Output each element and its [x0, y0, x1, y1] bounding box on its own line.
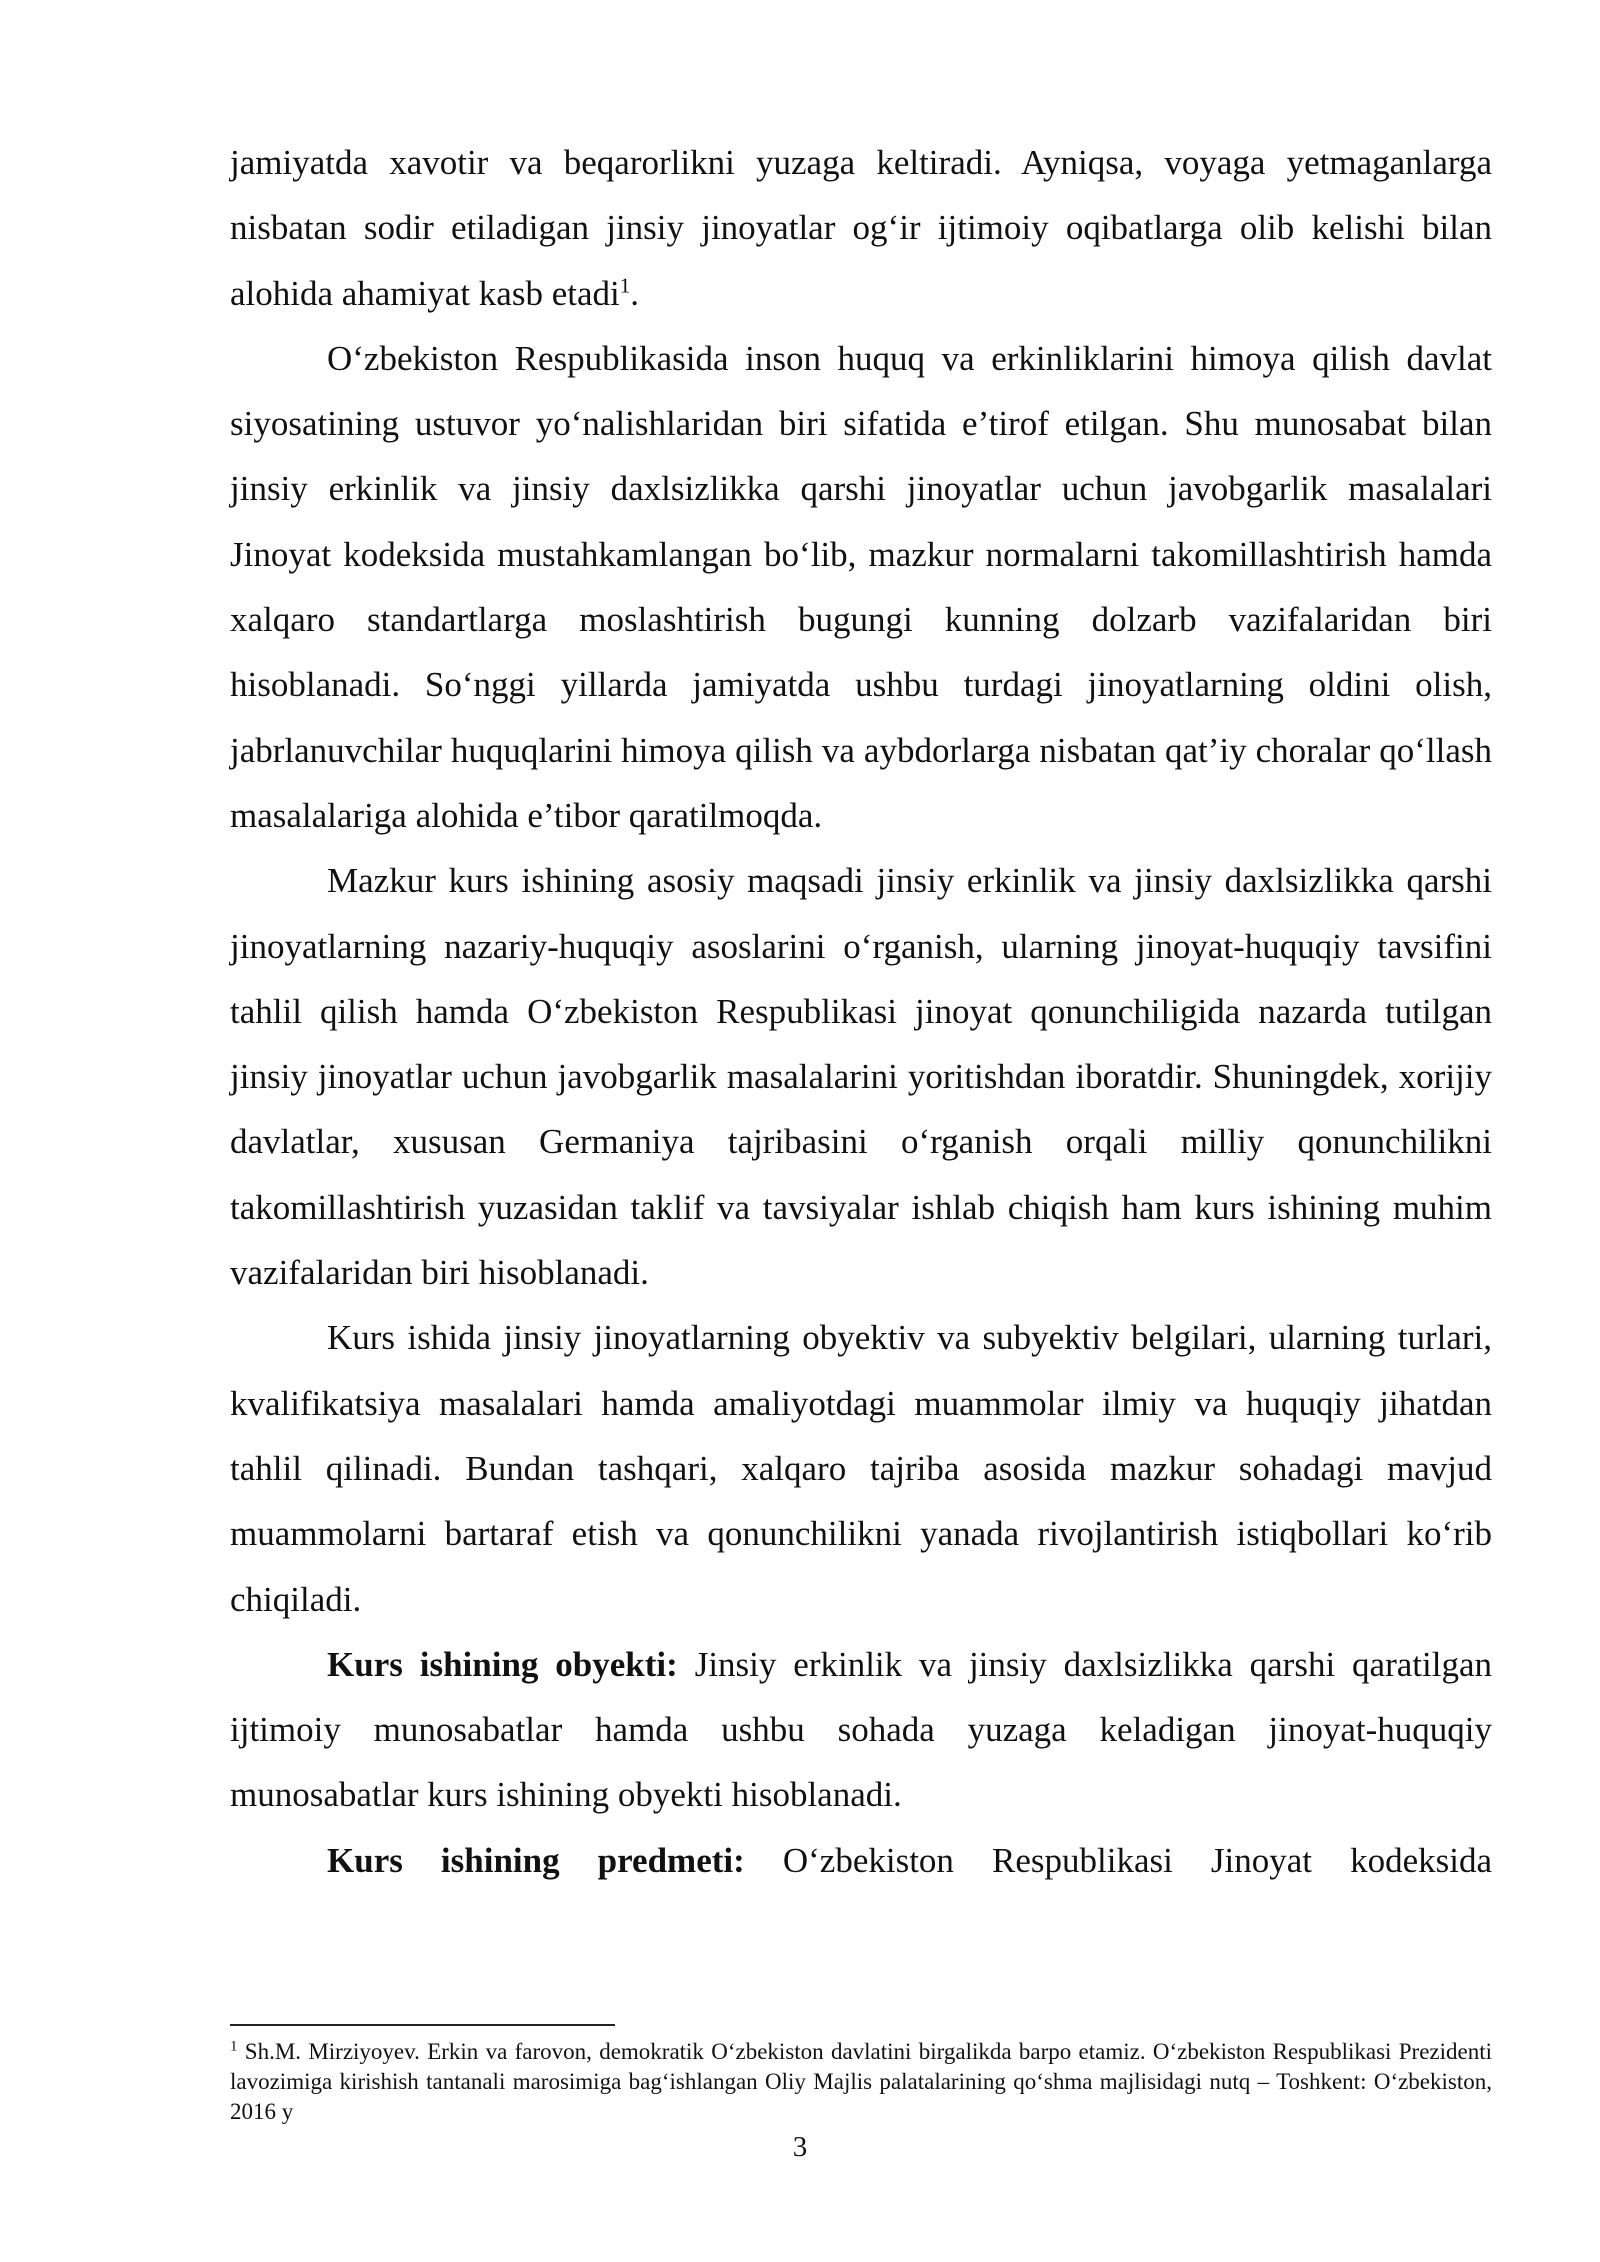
document-body: [230, 130, 1492, 1893]
paragraph-subject: [230, 1828, 1492, 1893]
paragraph-1: [230, 130, 1492, 326]
footnote-separator: [230, 2024, 615, 2026]
page-number: 3: [792, 2131, 808, 2163]
paragraph-3: Mazkur kurs ishining asosiy maqsadi jinsiy erkinlik va jinsiy daxlsizlikka qarshi jinoyatlarning nazariy-huquqiy asoslarini o‘rganish, ularning jinoyat-huquqiy tavsifini tahlil qilish hamda O‘zbekiston Respublikasi jinoyat qonunchiligida nazarda tutilgan jinsiy jinoyatlar uchun javobgarlik masalalarini yoritishdan iboratdir. Shuningdek, xorijiy davlatlar, xususan Germaniya tajribasini o‘rganish orqali milliy qonunchilikni takomillashtirish yuzasidan taklif va tavsiyalar ishlab chiqish ham kurs ishining muhim vazifalaridan biri hisoblanadi.: [230, 861, 1492, 1293]
subject-text: O‘zbekiston Respublikasi Jinoyat kodeksida: [782, 1840, 1492, 1880]
paragraph-2: O‘zbekiston Respublikasida inson huquq va erkinliklarini himoya qilish davlat siyosatining ustuvor yo‘nalishlaridan biri sifatida e’tirof etilgan. Shu munosabat bilan jinsiy erkinlik va jinsiy daxlsizlikka qarshi jinoyatlar uchun javobgarlik masalalari Jinoyat kodeksida mustahkamlangan bo‘lib, mazkur normalarni takomillashtirish hamda xalqaro standartlarga moslashtirish bugungi kunning dolzarb vazifalaridan biri hisoblanadi. So‘nggi yillarda jamiyatda ushbu turdagi jinoyatlarning oldini olish, jabrlanuvchilar huquqlarini himoya qilish va aybdorlarga nisbatan qat’iy choralar qo‘llash masalalariga alohida e’tibor qaratilmoqda.: [230, 338, 1492, 835]
footnote-text: Sh.M. Mirziyoyev. Erkin va farovon, demokratik O‘zbekiston davlatini birgalikda barpo etamiz. O‘zbekiston Respublikasi Prezidenti lavozimiga kirishish tantanali marosimiga bag‘ishlangan Oliy Majlis palatalarining qo‘shma majlisidagi nutq – Toshkent: O‘zbekiston, 2016 y: [230, 2039, 1492, 2124]
paragraph-4: Kurs ishida jinsiy jinoyatlarning obyektiv va subyektiv belgilari, ularning turlari, kvalifikatsiya masalalari hamda amaliyotdagi muammolar ilmiy va huquqiy jihatdan tahlil qilinadi. Bundan tashqari, xalqaro tajriba asosida mazkur sohadagi mavjud muammolarni bartaraf etish va qonunchilikni yanada rivojlantirish istiqbollari ko‘rib chiqiladi.: [230, 1318, 1492, 1619]
object-label: Kurs ishining obyekti:: [327, 1644, 678, 1684]
paragraph-object: [230, 1632, 1492, 1828]
footnote-marker: 1: [230, 2038, 238, 2055]
footnote: [230, 2037, 1492, 2127]
footnote-reference[interactable]: 1: [619, 272, 631, 297]
paragraph-1-end: .: [630, 273, 639, 313]
paragraph-1-text: jamiyatda xavotir va beqarorlikni yuzaga keltiradi. Ayniqsa, voyaga yetmaganlarga nisbatan sodir etiladigan jinsiy jinoyatlar og‘ir ijtimoiy oqibatlarga olib kelishi bilan alohida ahamiyat kasb etadi: [230, 143, 1492, 313]
subject-label: Kurs ishining predmeti:: [327, 1840, 745, 1880]
object-text: Jinsiy erkinlik va jinsiy daxlsizlikka qarshi qaratilgan ijtimoiy munosabatlar hamda ushbu sohada yuzaga keladigan jinoyat-huquqiy munosabatlar kurs ishining obyekti hisoblanadi.: [230, 1644, 1492, 1815]
